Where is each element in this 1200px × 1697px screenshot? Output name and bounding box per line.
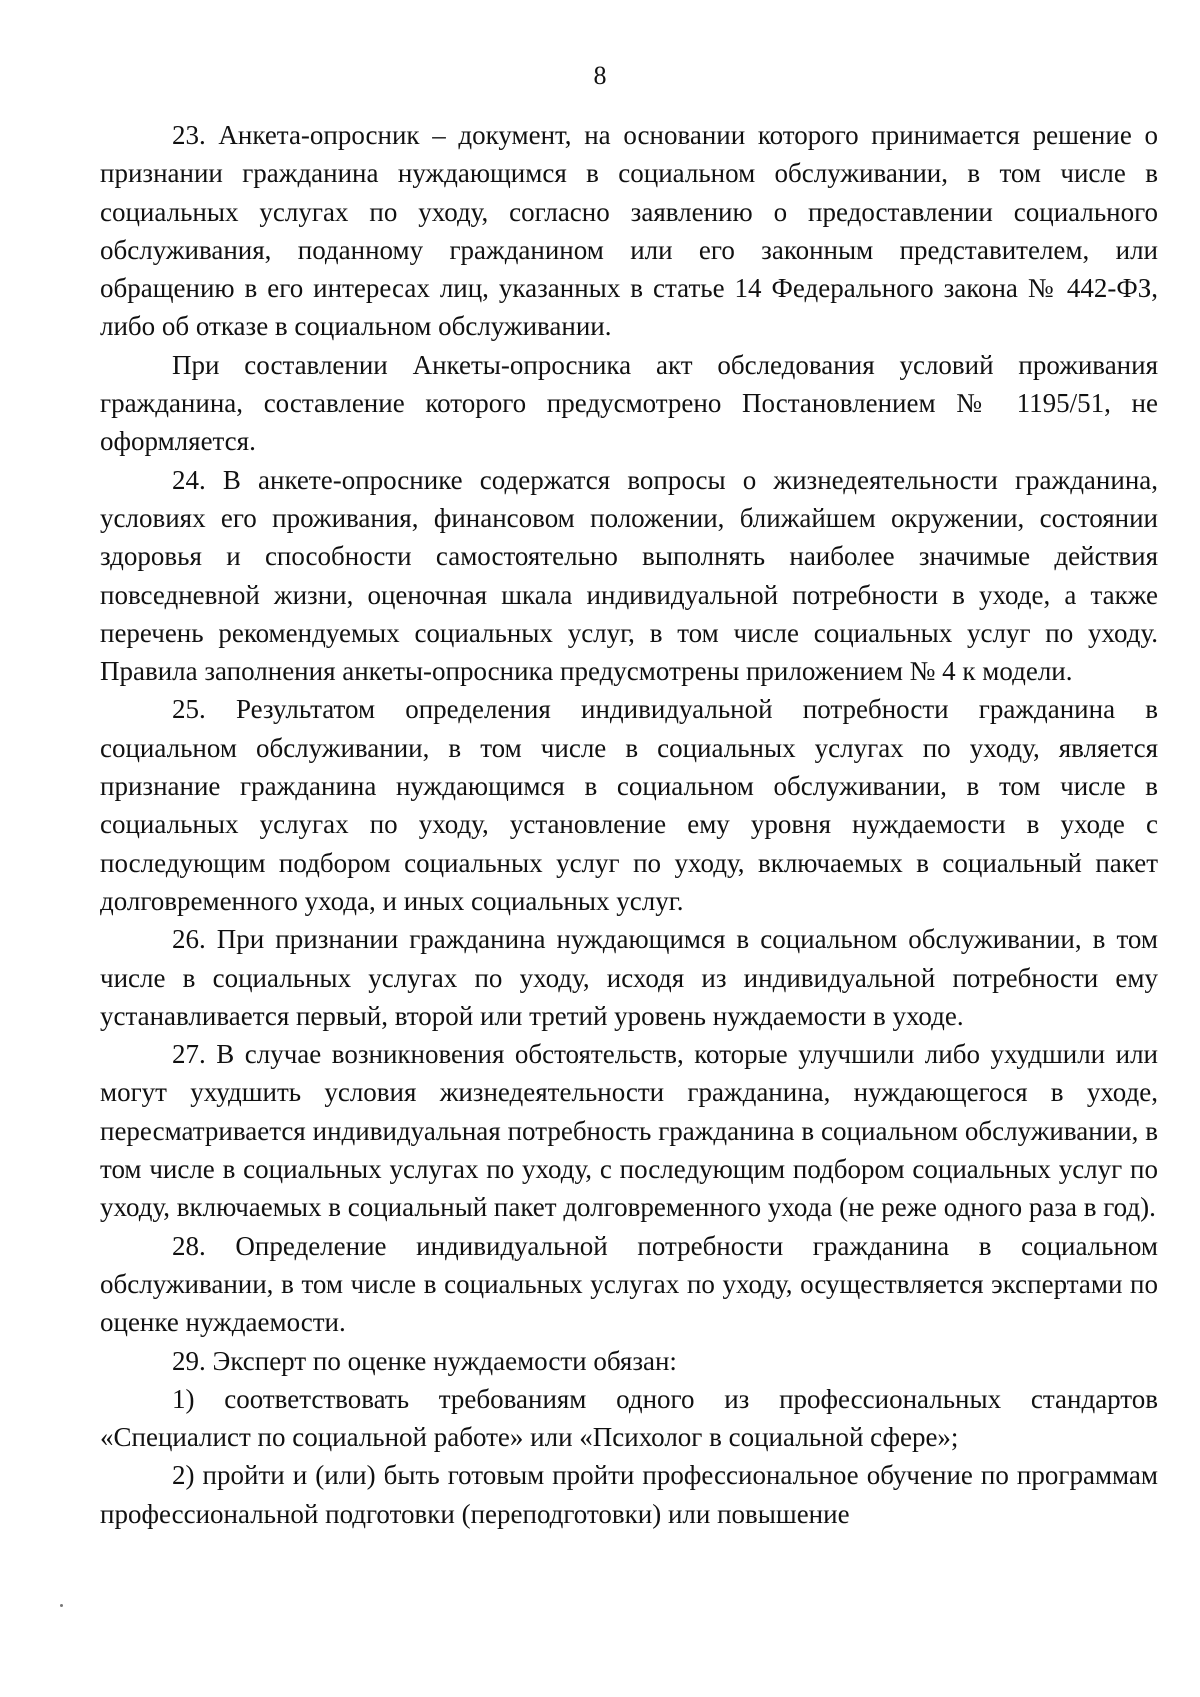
paragraph-28: 28. Определение индивидуальной потребности гражданина в социальном обслуживании, в том числе в социальных услугах по уходу, осуществляется экспертами по оценке нуждаемости. — [100, 1230, 1158, 1338]
page-number: 8 — [593, 61, 607, 90]
paragraph-23-note: При составлении Анкеты-опросника акт обследования условий проживания гражданина, составление которого предусмотрено Постановлением № 1195/51, не оформляется. — [100, 349, 1158, 457]
list-item-29-1: 1) соответствовать требованиям одного из профессиональных стандартов «Специалист по социальной работе» или «Психолог в социальной сфере»; — [100, 1383, 1158, 1453]
list-item-29-2: 2) пройти и (или) быть готовым пройти профессиональное обучение по программам профессиональной подготовки (переподготовки) или повышение — [100, 1460, 1158, 1529]
paragraph-27: 27. В случае возникновения обстоятельств, которые улучшили либо ухудшили или могут ухудшить условия жизнедеятельности гражданина, нуждающегося в уходе, пересматривается индивидуальная потребность гражданина в социальном обслуживании, в том числе в социальных услугах по уходу, с последующим подбором социальных услуг по уходу, включаемых в социальный пакет долговременного ухода (не реже одного раза в год). — [100, 1039, 1158, 1223]
scan-artifact-dot — [60, 1604, 63, 1607]
paragraph-24: 24. В анкете-опроснике содержатся вопросы о жизнедеятельности гражданина, условиях его проживания, финансовом положении, ближайшем окружении, состоянии здоровья и способности самостоятельно выполнять наиболее значимые действия повседневной жизни, оценочная шкала индивидуальной потребности в уходе, а также перечень рекомендуемых социальных услуг, в том числе социальных услуг по уходу. Правила заполнения анкеты-опросника предусмотрены приложением № 4 к модели. — [100, 464, 1158, 687]
paragraph-23: 23. Анкета-опросник – документ, на основании которого принимается решение о признании гражданина нуждающимся в социальном обслуживании, в том числе в социальных услугах по уходу, согласно заявлению о предоставлении социального обслуживания, поданному гражданином или его законным представителем, или обращению в его интересах лиц, указанных в статье 14 Федерального закона № 442-ФЗ, либо об отказе в социальном обслуживании. — [100, 120, 1158, 342]
document-body — [100, 116, 1158, 1533]
paragraph-29: 29. Эксперт по оценке нуждаемости обязан: — [172, 1345, 677, 1376]
paragraph-26: 26. При признании гражданина нуждающимся в социальном обслуживании, в том числе в социальных услугах по уходу, исходя из индивидуальной потребности ему устанавливается первый, второй или третий уровень нуждаемости в уходе. — [100, 924, 1158, 1031]
paragraph-25: 25. Результатом определения индивидуальной потребности гражданина в социальном обслуживании, в том числе в социальных услугах по уходу, является признание гражданина нуждающимся в социальном обслуживании, в том числе в социальных услугах по уходу, установление ему уровня нуждаемости в уходе с последующим подбором социальных услуг по уходу, включаемых в социальный пакет долговременного ухода, и иных социальных услуг. — [100, 694, 1158, 916]
